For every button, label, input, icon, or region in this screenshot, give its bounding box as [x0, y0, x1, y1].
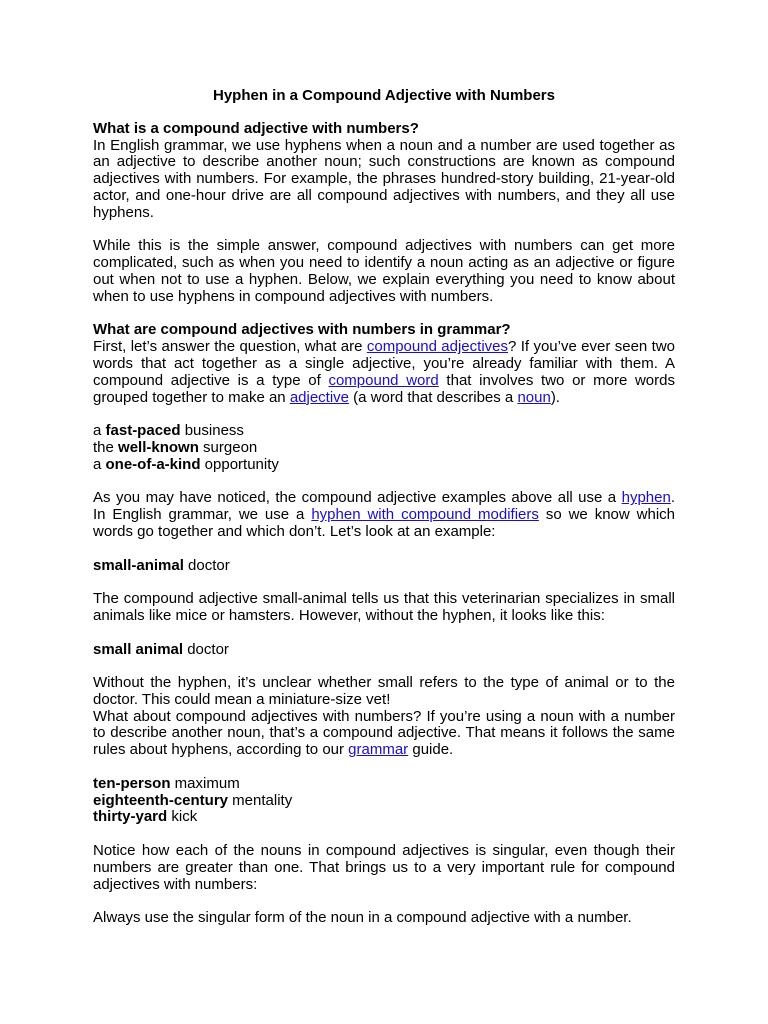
example-suffix: surgeon — [198, 438, 258, 456]
example-list-1 — [93, 423, 675, 473]
example-term: thirty-yard — [93, 808, 168, 826]
example-line — [93, 776, 675, 793]
example-suffix: doctor — [183, 556, 230, 574]
example-suffix: mentality — [228, 791, 293, 809]
example-line — [93, 440, 675, 457]
example-small-animal-hyphen — [93, 558, 675, 575]
paragraph-small-animal-explanation: The compound adjective small-animal tells us that this veterinarian specializes in small animals like mice or hamsters. However, without the hyphen, it looks like this: — [93, 590, 675, 624]
example-line — [93, 423, 675, 440]
paragraph-numbers-question — [93, 709, 675, 759]
example-prefix: the — [93, 438, 119, 456]
section-heading-in-grammar: What are compound adjectives with numbers in grammar? — [93, 321, 511, 339]
example-suffix: doctor — [183, 640, 229, 658]
link-hyphen[interactable]: hyphen — [621, 489, 671, 507]
text-run: What about compound adjectives with numbers? If you’re using a noun with a number to describe another noun, that’s a compound adjective. That means it follows the same rules about hyphens, according to our — [93, 707, 675, 759]
example-list-numbers — [93, 776, 675, 826]
text-run: so we know which words go together and which don’t. Let’s look at an example: — [93, 506, 675, 540]
paragraph-complications: While this is the simple answer, compound adjectives with numbers can get more complicated, such as when you need to identify a noun acting as an adjective or figure out when not to use a hyphen. Below, we explain everything you need to know about when to use hyphens in compound adjectives with numbers. — [93, 237, 675, 305]
link-compound-adjectives[interactable]: compound adjectives — [366, 338, 508, 356]
example-term: ten-person — [93, 774, 171, 792]
example-term: small animal — [93, 640, 184, 658]
paragraph-first-answer — [93, 339, 675, 406]
paragraph-without-hyphen: Without the hyphen, it’s unclear whether small refers to the type of animal or to the doctor. This could mean a miniature-size vet! — [93, 674, 675, 708]
text-run: ). — [550, 388, 560, 406]
section-heading-what-is: What is a compound adjective with numbers? — [93, 119, 419, 137]
example-prefix: a — [93, 422, 106, 440]
example-term: eighteenth-century — [93, 791, 229, 809]
link-compound-word[interactable]: compound word — [328, 371, 439, 389]
text-run: (a word that describes a — [349, 388, 518, 406]
link-grammar[interactable]: grammar — [348, 741, 409, 759]
paragraph-definition: In English grammar, we use hyphens when a noun and a number are used together as an adjective to describe another noun; such constructions are known as compound adjectives with numbers. For example, the phrases hundred-story building, 21-year-old actor, and one-hour drive are all compound adjectives with numbers, and they all use hyphens. — [93, 136, 675, 221]
link-adjective[interactable]: adjective — [289, 388, 350, 406]
paragraph-singular-notice: Notice how each of the nouns in compound adjectives is singular, even though their numbers are greater than one. That brings us to a very important rule for compound adjectives with numbers: — [93, 842, 675, 893]
example-term: one-of-a-kind — [105, 455, 201, 473]
link-hyphen-compound-modifiers[interactable]: hyphen with compound modifiers — [311, 506, 539, 524]
example-term: fast-paced — [105, 422, 181, 440]
document-title: Hyphen in a Compound Adjective with Numbers — [213, 87, 555, 104]
text-run: guide. — [408, 741, 454, 759]
paragraph-singular-rule: Always use the singular form of the noun in a compound adjective with a number. — [93, 909, 632, 927]
text-run: . In English grammar, we use a — [93, 489, 675, 524]
example-line — [93, 457, 675, 474]
document-page — [93, 88, 675, 927]
example-term: well-known — [118, 438, 199, 456]
example-line — [93, 793, 675, 810]
text-run: that involves two or more words grouped together to make an — [93, 371, 675, 406]
link-noun[interactable]: noun — [517, 388, 551, 406]
example-suffix: maximum — [170, 774, 240, 792]
text-run: First, let’s answer the question, what are — [93, 338, 367, 356]
example-line — [93, 809, 675, 826]
example-suffix: opportunity — [200, 455, 279, 473]
example-term: small-animal — [93, 556, 184, 574]
text-run: ? If you’ve ever seen two words that act together as a single adjective, you’re already familiar with them. A compound adjective is a type of — [93, 338, 675, 389]
example-prefix: a — [93, 455, 106, 473]
paragraph-hyphen-use — [93, 490, 675, 540]
text-run: As you may have noticed, the compound adjective examples above all use a — [93, 489, 622, 507]
example-small-animal-no-hyphen — [93, 642, 675, 659]
example-suffix: business — [180, 422, 244, 440]
example-suffix: kick — [167, 808, 198, 826]
